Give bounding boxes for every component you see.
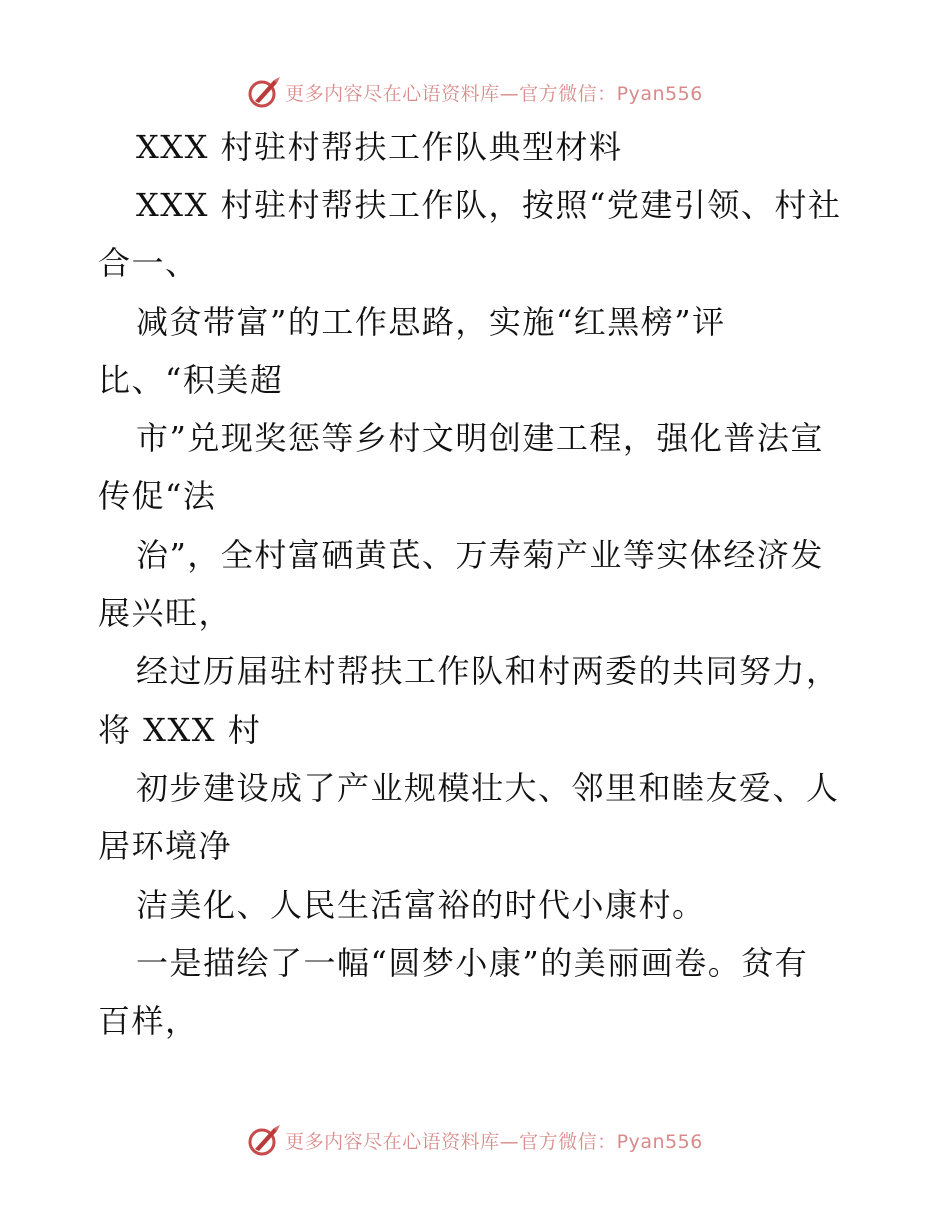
document-title: XXX 村驻村帮扶工作队典型材料	[136, 128, 623, 166]
paragraph-line: 经过历届驻村帮扶工作队和村两委的共同努力，	[136, 652, 840, 690]
paragraph-line: 传促“法	[98, 477, 217, 515]
watermark-text: 更多内容尽在心语资料库—官方微信：Pyan556	[285, 82, 703, 105]
paragraph-line: 治”，全村富硒黄芪、万寿菊产业等实体经济发	[136, 536, 824, 574]
paragraph-line: 百样，	[98, 1002, 199, 1040]
quill-logo-icon	[247, 75, 281, 109]
footer-watermark	[0, 1120, 950, 1160]
paragraph-line: 减贫带富”的工作思路，实施“红黑榜”评	[136, 303, 726, 341]
paragraph-line: 市”兑现奖惩等乡村文明创建工程，强化普法宣	[136, 419, 824, 457]
paragraph-line: 展兴旺，	[98, 594, 233, 632]
paragraph-line: 比、“积美超	[98, 361, 284, 399]
header-watermark	[0, 72, 950, 112]
paragraph-line: 居环境净	[98, 827, 233, 865]
quill-logo-icon	[247, 1123, 281, 1157]
watermark-text: 更多内容尽在心语资料库—官方微信：Pyan556	[285, 1130, 703, 1153]
paragraph-line: 初步建设成了产业规模壮大、邻里和睦友爱、人	[136, 769, 840, 807]
paragraph-line: 合一、	[98, 244, 199, 282]
paragraph-line: XXX 村驻村帮扶工作队，按照“党建引领、村社	[136, 186, 842, 224]
paragraph-line: 将 XXX 村	[98, 711, 262, 749]
paragraph-line: 一是描绘了一幅“圆梦小康”的美丽画卷。贫有	[136, 944, 809, 982]
paragraph-line: 洁美化、人民生活富裕的时代小康村。	[136, 886, 706, 924]
